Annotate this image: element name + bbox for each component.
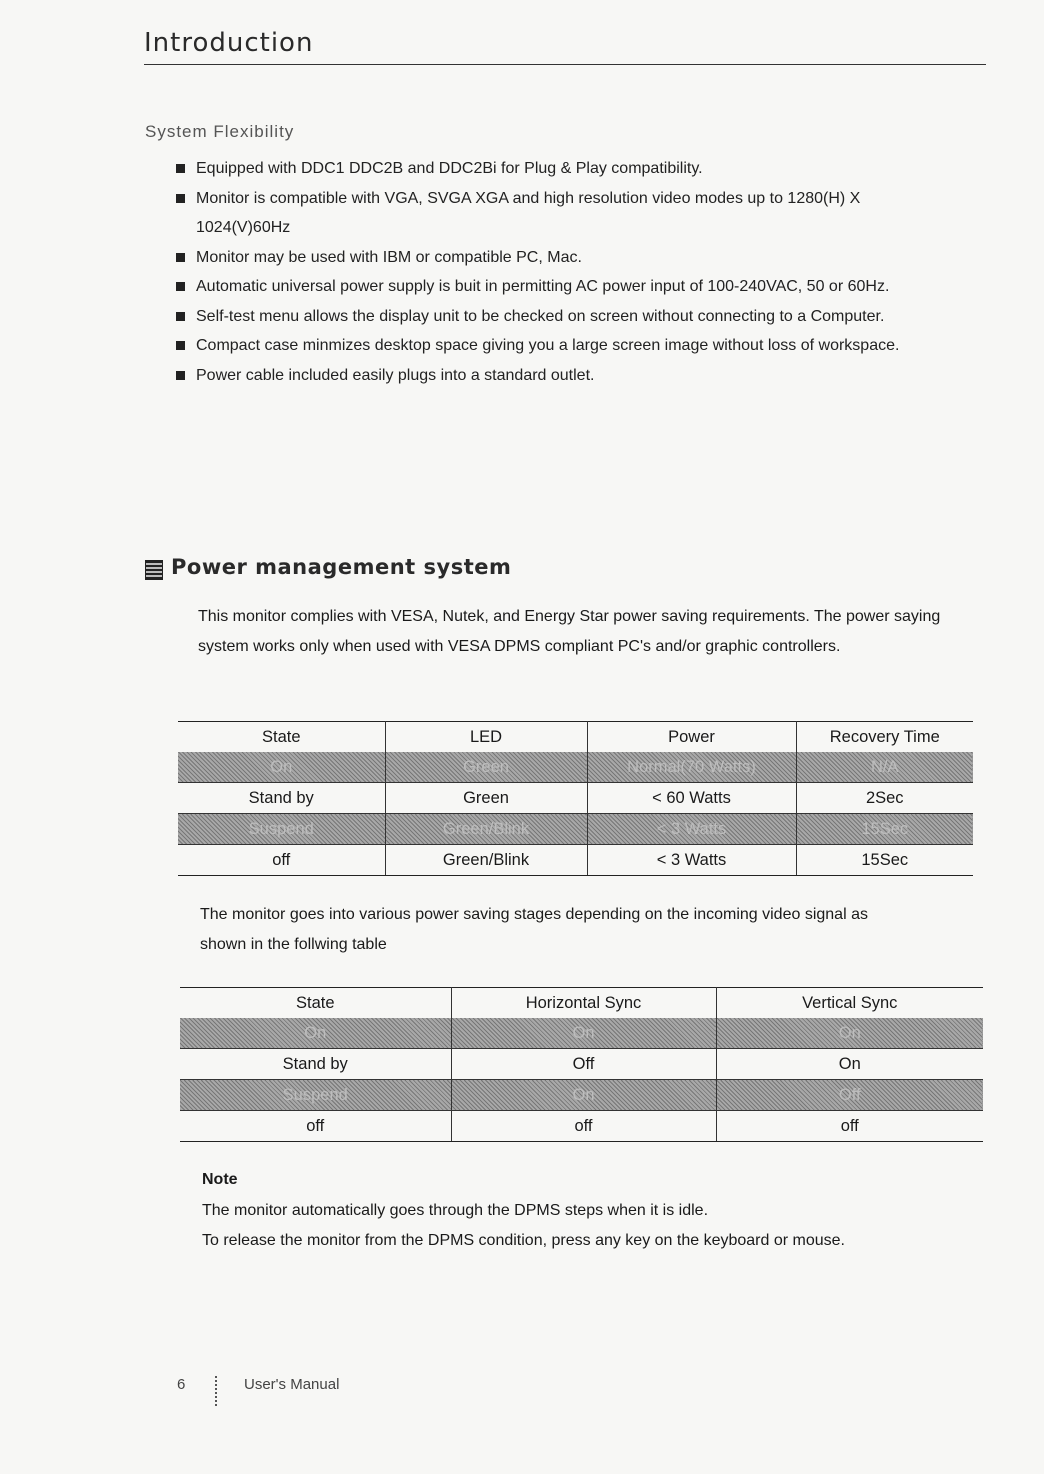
square-bullet-icon [176,282,185,291]
table-header-cell: Power [587,722,796,753]
table-cell: off [180,1111,451,1142]
table-row [180,1080,983,1111]
square-bullet-icon [176,164,185,173]
table-cell: off [178,845,385,876]
table-cell: 15Sec [796,845,973,876]
table-row [178,814,973,845]
feature-item: Automatic universal power supply is buit in permitting AC power input of 100-240VAC, 50 or 60Hz. [176,272,936,302]
table-cell: On [716,1049,983,1080]
table-row [178,845,973,876]
table-header-row [178,722,973,753]
table-cell: Normal(70 Watts) [587,752,796,783]
header-rule [144,64,986,65]
footer-label: User's Manual [244,1376,340,1393]
table-header-cell: Vertical Sync [716,988,983,1019]
table-cell: Green [385,752,587,783]
table-cell: Off [716,1080,983,1111]
table-cell: Green/Blink [385,845,587,876]
note-line-2: To release the monitor from the DPMS condition, press any key on the keyboard or mouse. [202,1232,845,1249]
table-header-cell: Horizontal Sync [451,988,716,1019]
table-cell: Suspend [178,814,385,845]
table-cell: Green/Blink [385,814,587,845]
table-header-cell: State [178,722,385,753]
table-row [178,752,973,783]
footer-divider [215,1376,217,1406]
table-row [180,1111,983,1142]
power-state-table [178,721,973,876]
table-row [180,1049,983,1080]
note-line-1: The monitor automatically goes through the DPMS steps when it is idle. [202,1202,709,1219]
sync-state-table [180,987,983,1142]
feature-item: Monitor may be used with IBM or compatible PC, Mac. [176,243,936,273]
square-bullet-icon [176,312,185,321]
section-title: Power management system [171,555,512,579]
table-cell: Off [451,1049,716,1080]
table-row [180,1018,983,1049]
table-header-cell: LED [385,722,587,753]
table-cell: 2Sec [796,783,973,814]
table-header-cell: State [180,988,451,1019]
page-number: 6 [177,1376,186,1393]
feature-item: Equipped with DDC1 DDC2B and DDC2Bi for Plug & Play compatibility. [176,154,936,184]
table-cell: Stand by [180,1049,451,1080]
table-cell: On [451,1080,716,1111]
section-marker-icon [145,560,163,580]
table-cell: Green [385,783,587,814]
power-intro-paragraph: This monitor complies with VESA, Nutek, and Energy Star power saving requirements. The power saying system works only when used with VESA DPMS compliant PC's and/or graphic controllers. [198,608,941,655]
table-header-cell: Recovery Time [796,722,973,753]
feature-list [176,154,936,390]
feature-item: Self-test menu allows the display unit to be checked on screen without connecting to a Computer. [176,302,936,332]
table-cell: On [451,1018,716,1049]
square-bullet-icon [176,194,185,203]
page-header-title: Introduction [144,28,314,58]
note-title: Note [202,1171,238,1188]
square-bullet-icon [176,371,185,380]
table-cell: 15Sec [796,814,973,845]
feature-item: Monitor is compatible with VGA, SVGA XGA and high resolution video modes up to 1280(H) X 1024(V)60Hz [176,184,936,243]
table-cell: On [180,1018,451,1049]
sync-intro-paragraph: The monitor goes into various power saving stages depending on the incoming video signal as shown in the follwing table [200,906,868,953]
system-flexibility-heading: System Flexibility [145,122,295,141]
table-cell: On [716,1018,983,1049]
table-row [178,783,973,814]
square-bullet-icon [176,341,185,350]
table-cell: off [716,1111,983,1142]
feature-item: Compact case minmizes desktop space giving you a large screen image without loss of workspace. [176,331,936,361]
table-cell: off [451,1111,716,1142]
table-cell: Suspend [180,1080,451,1111]
table-cell: On [178,752,385,783]
table-cell: < 3 Watts [587,845,796,876]
table-cell: N/A [796,752,973,783]
square-bullet-icon [176,253,185,262]
table-cell: Stand by [178,783,385,814]
feature-item: Power cable included easily plugs into a standard outlet. [176,361,936,391]
table-header-row [180,988,983,1019]
table-cell: < 60 Watts [587,783,796,814]
table-cell: < 3 Watts [587,814,796,845]
